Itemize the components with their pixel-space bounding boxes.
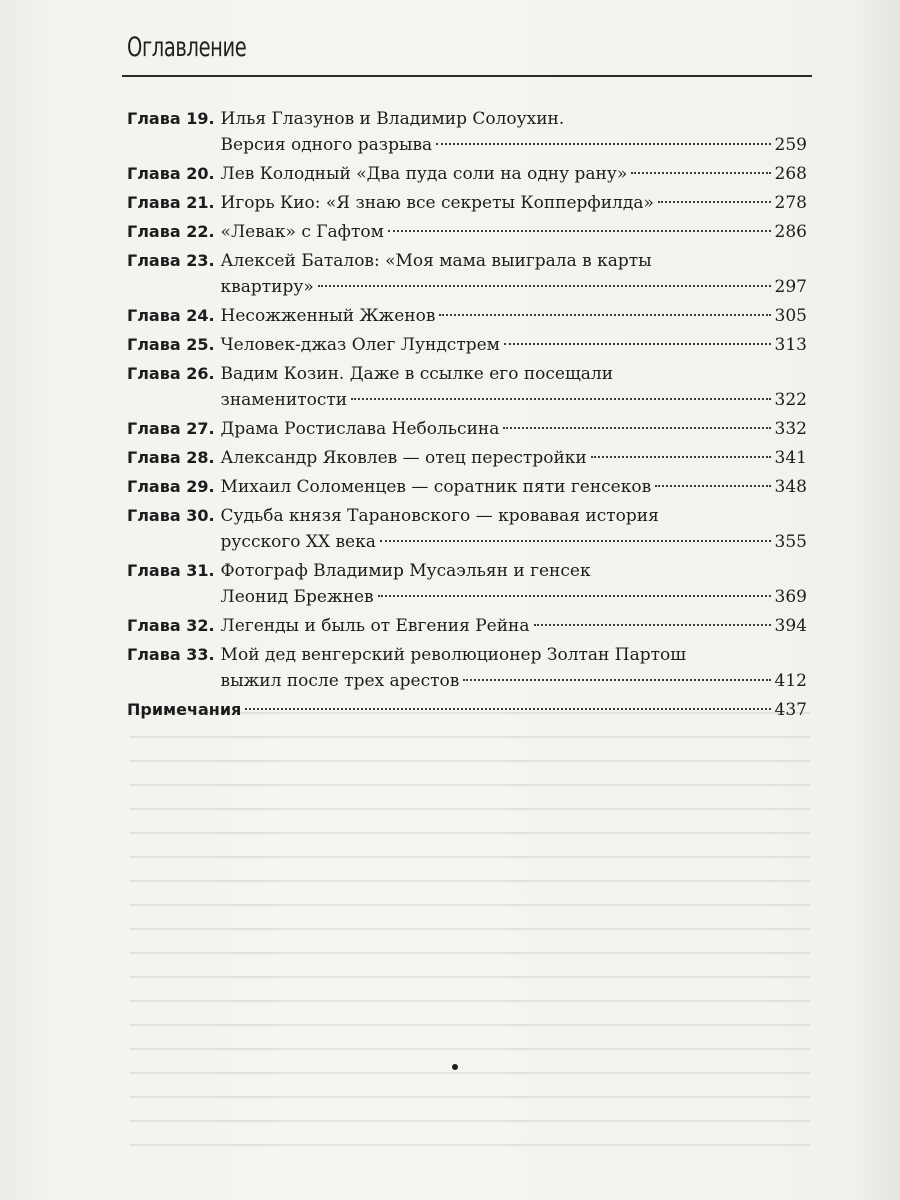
- table-of-contents: [127, 106, 807, 726]
- page-number: 259: [774, 135, 807, 155]
- dot-leader: [439, 314, 770, 316]
- chapter-label: Глава 24.: [127, 306, 215, 325]
- toc-entry[interactable]: [127, 248, 807, 300]
- chapter-label: Глава 19.: [127, 109, 215, 128]
- chapter-entry-body: [221, 361, 807, 413]
- chapter-entry-body: [221, 503, 807, 555]
- chapter-entry-body: [221, 219, 807, 245]
- notes-line: [127, 697, 807, 723]
- toc-entry[interactable]: [127, 558, 807, 610]
- page-bullet-mark: [452, 1064, 458, 1070]
- chapter-title-line: Алексей Баталов: «Моя мама выиграла в карты: [220, 251, 652, 271]
- chapter-title-text: Человек-джаз Олег Лундстрем: [220, 335, 500, 355]
- chapter-title-line: Фотограф Владимир Мусаэльян и генсек: [220, 561, 591, 581]
- toc-entry[interactable]: [127, 106, 807, 158]
- chapter-title-text: Драма Ростислава Небольсина: [220, 419, 500, 439]
- dot-leader: [351, 398, 770, 400]
- chapter-title-text: Легенды и быль от Евгения Рейна: [220, 616, 530, 636]
- dot-leader: [655, 485, 770, 487]
- toc-entry[interactable]: [127, 219, 807, 245]
- chapter-title-line: Судьба князя Тарановского — кровавая история: [220, 506, 659, 526]
- chapter-entry-body: [221, 332, 807, 358]
- page-number: 305: [774, 306, 807, 326]
- chapter-label: Глава 26.: [127, 364, 215, 383]
- chapter-entry-body: [221, 190, 807, 216]
- dot-leader: [378, 595, 771, 597]
- chapter-label: Глава 23.: [127, 251, 215, 270]
- chapter-title-final-line: [221, 387, 807, 413]
- toc-entry[interactable]: [127, 161, 807, 187]
- chapter-title-line: Илья Глазунов и Владимир Солоухин.: [220, 109, 565, 129]
- chapter-title-final-line: [221, 132, 807, 158]
- dot-leader: [591, 456, 771, 458]
- dot-leader: [504, 343, 771, 345]
- chapter-title-line: Мой дед венгерский революционер Золтан Партош: [220, 645, 687, 665]
- page-number: 341: [774, 448, 807, 468]
- chapter-title-text: русского XX века: [220, 532, 376, 552]
- chapter-title-final-line: [221, 584, 807, 610]
- dot-leader: [318, 285, 771, 287]
- chapter-title-final-line: [221, 613, 807, 639]
- dot-leader: [631, 172, 770, 174]
- toc-entry[interactable]: [127, 503, 807, 555]
- page-number: 268: [774, 164, 807, 184]
- notes-label: Примечания: [127, 700, 242, 719]
- toc-entry[interactable]: [127, 332, 807, 358]
- dot-leader: [380, 540, 771, 542]
- page-number: 369: [774, 587, 807, 607]
- chapter-title-text: Игорь Кио: «Я знаю все секреты Копперфилда»: [220, 193, 654, 213]
- dot-leader: [388, 230, 771, 232]
- chapter-label: Глава 27.: [127, 419, 215, 438]
- chapter-title-text: квартиру»: [220, 277, 314, 297]
- chapter-entry-body: [221, 248, 807, 300]
- page-number: 394: [774, 616, 807, 636]
- chapter-title-final-line: [221, 416, 807, 442]
- chapter-title-final-line: [221, 190, 807, 216]
- chapter-title-text: знаменитости: [220, 390, 348, 410]
- chapter-title-text: Версия одного разрыва: [220, 135, 433, 155]
- chapter-label: Глава 20.: [127, 164, 215, 183]
- chapter-title-final-line: [221, 274, 807, 300]
- chapter-entry-body: [221, 474, 807, 500]
- chapter-entry-body: [221, 303, 807, 329]
- chapter-entry-body: [221, 558, 807, 610]
- chapter-label: Глава 22.: [127, 222, 215, 241]
- page-number: 348: [774, 477, 807, 497]
- page-number: 322: [774, 390, 807, 410]
- toc-entry[interactable]: [127, 190, 807, 216]
- page-number: 332: [774, 419, 807, 439]
- chapter-title-line: Вадим Козин. Даже в ссылке его посещали: [220, 364, 614, 384]
- page-number: 286: [774, 222, 807, 242]
- page-number: 297: [774, 277, 807, 297]
- chapter-title-text: «Левак» с Гафтом: [220, 222, 384, 242]
- chapter-label: Глава 30.: [127, 506, 215, 525]
- chapter-title-text: Леонид Брежнев: [220, 587, 374, 607]
- toc-entry[interactable]: [127, 474, 807, 500]
- toc-entry[interactable]: [127, 445, 807, 471]
- dot-leader: [436, 143, 770, 145]
- chapter-entry-body: [221, 445, 807, 471]
- page-title: Оглавление: [127, 32, 247, 63]
- page-number: 437: [774, 700, 807, 720]
- dot-leader: [463, 679, 770, 681]
- page-number: 313: [774, 335, 807, 355]
- chapter-title-text: Лев Колодный «Два пуда соли на одну рану»: [220, 164, 628, 184]
- chapter-title-final-line: [221, 332, 807, 358]
- chapter-title-final-line: [221, 303, 807, 329]
- chapter-title-final-line: [221, 219, 807, 245]
- chapter-label: Глава 29.: [127, 477, 215, 496]
- chapter-label: Глава 25.: [127, 335, 215, 354]
- chapter-title-final-line: [221, 445, 807, 471]
- chapter-title-text: Михаил Соломенцев — соратник пяти генсеков: [220, 477, 652, 497]
- chapter-title-final-line: [221, 668, 807, 694]
- toc-entry[interactable]: [127, 361, 807, 413]
- chapter-entry-body: [221, 161, 807, 187]
- chapter-title-text: выжил после трех арестов: [220, 671, 460, 691]
- chapter-label: Глава 32.: [127, 616, 215, 635]
- toc-entry[interactable]: [127, 613, 807, 639]
- dot-leader: [534, 624, 771, 626]
- chapter-label: Глава 21.: [127, 193, 215, 212]
- show-through-texture: [130, 690, 810, 1150]
- dot-leader: [658, 201, 771, 203]
- page-number: 412: [774, 671, 807, 691]
- chapter-title-final-line: [221, 161, 807, 187]
- chapter-title-text: Александр Яковлев — отец перестройки: [220, 448, 587, 468]
- toc-entry[interactable]: [127, 416, 807, 442]
- chapter-label: Глава 31.: [127, 561, 215, 580]
- chapter-entry-body: [221, 642, 807, 694]
- chapter-entry-body: [221, 106, 807, 158]
- dot-leader: [503, 427, 770, 429]
- title-rule: [122, 75, 812, 77]
- chapter-title-final-line: [221, 529, 807, 555]
- chapter-entry-body: [221, 613, 807, 639]
- chapter-title-text: Несожженный Жженов: [220, 306, 436, 326]
- toc-entry-notes[interactable]: [127, 697, 807, 723]
- toc-entry[interactable]: [127, 303, 807, 329]
- page-number: 355: [774, 532, 807, 552]
- chapter-entry-body: [221, 416, 807, 442]
- chapter-title-final-line: [221, 474, 807, 500]
- dot-leader: [245, 708, 770, 710]
- toc-entry[interactable]: [127, 642, 807, 694]
- chapter-label: Глава 33.: [127, 645, 215, 664]
- page-number: 278: [774, 193, 807, 213]
- chapter-label: Глава 28.: [127, 448, 215, 467]
